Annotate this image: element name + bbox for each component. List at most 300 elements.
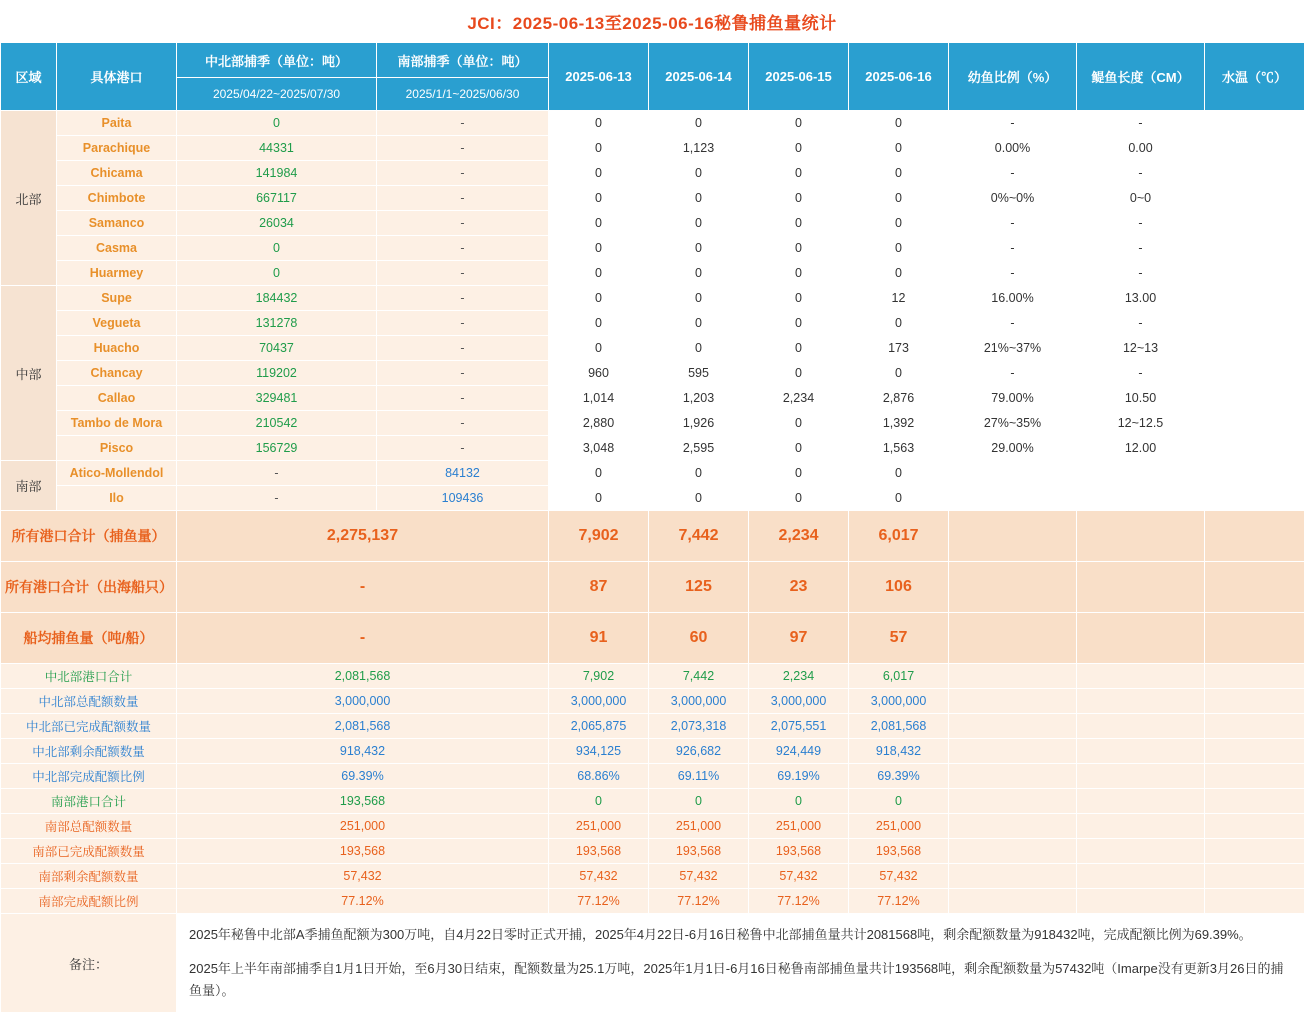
col-north-season: 中北部捕季（单位：吨） <box>177 43 377 78</box>
quota-daily-value: 7,902 <box>549 664 649 689</box>
table-row <box>1 361 1304 386</box>
fish-length-cell: - <box>1077 161 1205 186</box>
daily-catch-cell: 0 <box>649 461 749 486</box>
daily-catch-cell: 12 <box>849 286 949 311</box>
quota-row <box>1 864 1304 889</box>
quota-daily-value: 57,432 <box>649 864 749 889</box>
quota-daily-value: 193,568 <box>649 839 749 864</box>
table-row <box>1 286 1304 311</box>
col-south-season: 南部捕季（单位：吨） <box>377 43 549 78</box>
summary-season-total: 2,275,137 <box>177 511 549 562</box>
quota-daily-value: 3,000,000 <box>749 689 849 714</box>
summary-label: 船均捕鱼量（吨/船） <box>1 613 177 664</box>
north-season-cell: 26034 <box>177 211 377 236</box>
juvenile-ratio-cell: 27%~35% <box>949 411 1077 436</box>
summary-blank <box>1077 511 1205 562</box>
quota-daily-value: 251,000 <box>749 814 849 839</box>
quota-label: 南部已完成配额数量 <box>1 839 177 864</box>
table-row <box>1 261 1304 286</box>
fish-length-cell: - <box>1077 211 1205 236</box>
juvenile-ratio-cell <box>949 461 1077 486</box>
daily-catch-cell: 0 <box>649 486 749 511</box>
quota-daily-value: 2,234 <box>749 664 849 689</box>
south-season-cell: - <box>377 111 549 136</box>
quota-daily-value: 3,000,000 <box>849 689 949 714</box>
daily-catch-cell: 0 <box>849 211 949 236</box>
quota-daily-value: 69.39% <box>849 764 949 789</box>
quota-blank <box>1077 764 1205 789</box>
daily-catch-cell: 2,880 <box>549 411 649 436</box>
water-temp-cell <box>1205 436 1304 461</box>
daily-catch-cell: 0 <box>749 486 849 511</box>
col-port: 具体港口 <box>57 43 177 111</box>
daily-catch-cell: 2,876 <box>849 386 949 411</box>
daily-catch-cell: 0 <box>849 136 949 161</box>
quota-season-value: 251,000 <box>177 814 549 839</box>
daily-catch-cell: 0 <box>749 361 849 386</box>
quota-daily-value: 0 <box>849 789 949 814</box>
quota-blank <box>949 814 1077 839</box>
summary-row <box>1 511 1304 562</box>
quota-season-value: 193,568 <box>177 789 549 814</box>
summary-daily-value: 2,234 <box>749 511 849 562</box>
north-season-cell: 141984 <box>177 161 377 186</box>
daily-catch-cell: 2,595 <box>649 436 749 461</box>
south-season-cell: - <box>377 336 549 361</box>
summary-blank <box>949 511 1077 562</box>
daily-catch-cell: 0 <box>549 236 649 261</box>
quota-label: 南部完成配额比例 <box>1 889 177 914</box>
juvenile-ratio-cell: 79.00% <box>949 386 1077 411</box>
quota-daily-value: 251,000 <box>849 814 949 839</box>
port-name-cell: Samanco <box>57 211 177 236</box>
quota-label: 南部剩余配额数量 <box>1 864 177 889</box>
quota-daily-value: 0 <box>649 789 749 814</box>
water-temp-cell <box>1205 411 1304 436</box>
fish-length-cell: 10.50 <box>1077 386 1205 411</box>
quota-blank <box>1077 814 1205 839</box>
water-temp-cell <box>1205 161 1304 186</box>
south-season-cell: - <box>377 186 549 211</box>
water-temp-cell <box>1205 311 1304 336</box>
juvenile-ratio-cell: - <box>949 211 1077 236</box>
table-row <box>1 236 1304 261</box>
port-name-cell: Atico-Mollendol <box>57 461 177 486</box>
north-season-cell: 156729 <box>177 436 377 461</box>
quota-blank <box>1205 839 1304 864</box>
daily-catch-cell: 0 <box>849 161 949 186</box>
table-row <box>1 336 1304 361</box>
summary-blank <box>1077 562 1205 613</box>
quota-blank <box>949 789 1077 814</box>
quota-daily-value: 926,682 <box>649 739 749 764</box>
quota-label: 中北部已完成配额数量 <box>1 714 177 739</box>
daily-catch-cell: 0 <box>849 461 949 486</box>
port-name-cell: Parachique <box>57 136 177 161</box>
table-header-row <box>1 43 1304 78</box>
daily-catch-cell: 595 <box>649 361 749 386</box>
port-name-cell: Tambo de Mora <box>57 411 177 436</box>
juvenile-ratio-cell <box>949 486 1077 511</box>
daily-catch-cell: 1,014 <box>549 386 649 411</box>
fish-length-cell: - <box>1077 311 1205 336</box>
quota-blank <box>1205 814 1304 839</box>
south-season-cell: - <box>377 386 549 411</box>
table-row <box>1 161 1304 186</box>
daily-catch-cell: 0 <box>649 286 749 311</box>
daily-catch-cell: 0 <box>649 261 749 286</box>
water-temp-cell <box>1205 361 1304 386</box>
quota-label: 中北部港口合计 <box>1 664 177 689</box>
daily-catch-cell: 0 <box>549 186 649 211</box>
juvenile-ratio-cell: 0%~0% <box>949 186 1077 211</box>
daily-catch-cell: 0 <box>549 161 649 186</box>
col-date-2: 2025-06-14 <box>649 43 749 111</box>
south-season-cell: 109436 <box>377 486 549 511</box>
daily-catch-cell: 0 <box>649 336 749 361</box>
juvenile-ratio-cell: 21%~37% <box>949 336 1077 361</box>
north-season-cell: 0 <box>177 111 377 136</box>
daily-catch-cell: 173 <box>849 336 949 361</box>
daily-catch-cell: 0 <box>549 261 649 286</box>
fish-length-cell: 12~12.5 <box>1077 411 1205 436</box>
table-row <box>1 311 1304 336</box>
north-season-cell: - <box>177 486 377 511</box>
quota-blank <box>949 664 1077 689</box>
daily-catch-cell: 0 <box>749 411 849 436</box>
north-season-cell: 131278 <box>177 311 377 336</box>
north-season-cell: 44331 <box>177 136 377 161</box>
quota-daily-value: 193,568 <box>849 839 949 864</box>
juvenile-ratio-cell: - <box>949 236 1077 261</box>
port-name-cell: Callao <box>57 386 177 411</box>
daily-catch-cell: 0 <box>649 161 749 186</box>
note-row <box>1 914 1304 1013</box>
daily-catch-cell: 0 <box>749 286 849 311</box>
quota-daily-value: 6,017 <box>849 664 949 689</box>
port-name-cell: Casma <box>57 236 177 261</box>
quota-season-value: 2,081,568 <box>177 664 549 689</box>
daily-catch-cell: 0 <box>849 236 949 261</box>
daily-catch-cell: 3,048 <box>549 436 649 461</box>
col-date-3: 2025-06-15 <box>749 43 849 111</box>
note-body <box>177 914 1304 1013</box>
fish-length-cell <box>1077 461 1205 486</box>
quota-daily-value: 57,432 <box>749 864 849 889</box>
daily-catch-cell: 0 <box>549 336 649 361</box>
daily-catch-cell: 0 <box>549 461 649 486</box>
fish-length-cell: 13.00 <box>1077 286 1205 311</box>
summary-blank <box>1077 613 1205 664</box>
juvenile-ratio-cell: - <box>949 361 1077 386</box>
quota-blank <box>949 839 1077 864</box>
daily-catch-cell: 0 <box>849 311 949 336</box>
summary-daily-value: 60 <box>649 613 749 664</box>
quota-blank <box>1205 689 1304 714</box>
region-cell: 中部 <box>1 286 57 461</box>
region-cell: 南部 <box>1 461 57 511</box>
summary-row <box>1 613 1304 664</box>
daily-catch-cell: 0 <box>649 236 749 261</box>
summary-blank <box>1205 511 1304 562</box>
daily-catch-cell: 0 <box>749 186 849 211</box>
table-row <box>1 436 1304 461</box>
daily-catch-cell: 0 <box>749 161 849 186</box>
table-body <box>1 111 1304 1013</box>
quota-label: 南部港口合计 <box>1 789 177 814</box>
south-season-cell: - <box>377 211 549 236</box>
quota-blank <box>1205 714 1304 739</box>
daily-catch-cell: 0 <box>849 261 949 286</box>
summary-daily-value: 106 <box>849 562 949 613</box>
table-row <box>1 211 1304 236</box>
fish-length-cell: 0~0 <box>1077 186 1205 211</box>
port-name-cell: Chimbote <box>57 186 177 211</box>
quota-row <box>1 814 1304 839</box>
south-season-cell: - <box>377 361 549 386</box>
table-row <box>1 461 1304 486</box>
quota-blank <box>949 739 1077 764</box>
daily-catch-cell: 0 <box>749 436 849 461</box>
quota-row <box>1 889 1304 914</box>
south-season-cell: - <box>377 161 549 186</box>
south-season-cell: 84132 <box>377 461 549 486</box>
daily-catch-cell: 0 <box>549 311 649 336</box>
quota-daily-value: 68.86% <box>549 764 649 789</box>
table-row <box>1 136 1304 161</box>
water-temp-cell <box>1205 286 1304 311</box>
quota-season-value: 77.12% <box>177 889 549 914</box>
quota-blank <box>1205 764 1304 789</box>
note-paragraph: 2025年秘鲁中北部A季捕鱼配额为300万吨，自4月22日零时正式开捕，2025年4月22日-6月16日秘鲁中北部捕鱼量共计2081568吨，剩余配额数量为918432吨，完成配额比例为69.39%。 <box>189 924 1292 946</box>
col-south-season-range: 2025/1/1~2025/06/30 <box>377 78 549 111</box>
summary-blank <box>949 562 1077 613</box>
quota-blank <box>1077 689 1205 714</box>
daily-catch-cell: 1,392 <box>849 411 949 436</box>
south-season-cell: - <box>377 236 549 261</box>
summary-label: 所有港口合计（捕鱼量） <box>1 511 177 562</box>
daily-catch-cell: 2,234 <box>749 386 849 411</box>
daily-catch-cell: 0 <box>749 111 849 136</box>
quota-daily-value: 193,568 <box>549 839 649 864</box>
daily-catch-cell: 0 <box>749 236 849 261</box>
north-season-cell: 0 <box>177 261 377 286</box>
quota-daily-value: 77.12% <box>749 889 849 914</box>
table-row <box>1 411 1304 436</box>
summary-daily-value: 91 <box>549 613 649 664</box>
daily-catch-cell: 1,123 <box>649 136 749 161</box>
col-date-1: 2025-06-13 <box>549 43 649 111</box>
fish-length-cell: - <box>1077 111 1205 136</box>
quota-row <box>1 689 1304 714</box>
quota-blank <box>1205 664 1304 689</box>
daily-catch-cell: 0 <box>549 111 649 136</box>
daily-catch-cell: 0 <box>549 136 649 161</box>
quota-season-value: 2,081,568 <box>177 714 549 739</box>
note-paragraph: 2025年上半年南部捕季自1月1日开始，至6月30日结束，配额数量为25.1万吨，2025年1月1日-6月16日秘鲁南部捕鱼量共计193568吨，剩余配额数量为57432吨（Imarpe没有更新3月26日的捕鱼量）。 <box>189 958 1292 1002</box>
daily-catch-cell: 0 <box>749 461 849 486</box>
quota-daily-value: 3,000,000 <box>649 689 749 714</box>
quota-blank <box>1205 789 1304 814</box>
quota-daily-value: 57,432 <box>849 864 949 889</box>
water-temp-cell <box>1205 461 1304 486</box>
north-season-cell: 119202 <box>177 361 377 386</box>
table-row <box>1 186 1304 211</box>
daily-catch-cell: 1,563 <box>849 436 949 461</box>
daily-catch-cell: 0 <box>749 211 849 236</box>
quota-season-value: 193,568 <box>177 839 549 864</box>
water-temp-cell <box>1205 236 1304 261</box>
quota-blank <box>949 889 1077 914</box>
quota-daily-value: 69.11% <box>649 764 749 789</box>
fish-length-cell <box>1077 486 1205 511</box>
quota-label: 中北部剩余配额数量 <box>1 739 177 764</box>
quota-blank <box>1077 739 1205 764</box>
summary-daily-value: 7,902 <box>549 511 649 562</box>
daily-catch-cell: 0 <box>549 486 649 511</box>
quota-daily-value: 934,125 <box>549 739 649 764</box>
quota-row <box>1 714 1304 739</box>
daily-catch-cell: 0 <box>849 486 949 511</box>
juvenile-ratio-cell: - <box>949 261 1077 286</box>
summary-daily-value: 87 <box>549 562 649 613</box>
fish-length-cell: - <box>1077 236 1205 261</box>
quota-daily-value: 0 <box>549 789 649 814</box>
quota-daily-value: 2,081,568 <box>849 714 949 739</box>
daily-catch-cell: 0 <box>549 286 649 311</box>
summary-label: 所有港口合计（出海船只） <box>1 562 177 613</box>
quota-label: 中北部完成配额比例 <box>1 764 177 789</box>
quota-blank <box>1077 664 1205 689</box>
quota-blank <box>949 764 1077 789</box>
north-season-cell: 0 <box>177 236 377 261</box>
quota-blank <box>1077 714 1205 739</box>
table-row <box>1 486 1304 511</box>
north-season-cell: - <box>177 461 377 486</box>
daily-catch-cell: 0 <box>849 361 949 386</box>
fishing-statistics-table <box>0 42 1304 1013</box>
summary-season-total: - <box>177 613 549 664</box>
quota-season-value: 3,000,000 <box>177 689 549 714</box>
quota-season-value: 69.39% <box>177 764 549 789</box>
quota-daily-value: 251,000 <box>649 814 749 839</box>
port-name-cell: Chicama <box>57 161 177 186</box>
quota-daily-value: 0 <box>749 789 849 814</box>
daily-catch-cell: 0 <box>749 311 849 336</box>
south-season-cell: - <box>377 436 549 461</box>
summary-blank <box>949 613 1077 664</box>
daily-catch-cell: 0 <box>649 311 749 336</box>
port-name-cell: Huacho <box>57 336 177 361</box>
daily-catch-cell: 0 <box>649 186 749 211</box>
col-north-season-range: 2025/04/22~2025/07/30 <box>177 78 377 111</box>
water-temp-cell <box>1205 186 1304 211</box>
daily-catch-cell: 0 <box>749 336 849 361</box>
south-season-cell: - <box>377 311 549 336</box>
north-season-cell: 329481 <box>177 386 377 411</box>
quota-row <box>1 664 1304 689</box>
quota-daily-value: 2,073,318 <box>649 714 749 739</box>
quota-daily-value: 2,065,875 <box>549 714 649 739</box>
summary-row <box>1 562 1304 613</box>
quota-daily-value: 57,432 <box>549 864 649 889</box>
juvenile-ratio-cell: 0.00% <box>949 136 1077 161</box>
summary-daily-value: 125 <box>649 562 749 613</box>
north-season-cell: 184432 <box>177 286 377 311</box>
daily-catch-cell: 0 <box>749 261 849 286</box>
quota-label: 中北部总配额数量 <box>1 689 177 714</box>
quota-label: 南部总配额数量 <box>1 814 177 839</box>
port-name-cell: Ilo <box>57 486 177 511</box>
quota-row <box>1 839 1304 864</box>
summary-blank <box>1205 613 1304 664</box>
summary-daily-value: 97 <box>749 613 849 664</box>
quota-daily-value: 77.12% <box>849 889 949 914</box>
daily-catch-cell: 0 <box>749 136 849 161</box>
water-temp-cell <box>1205 111 1304 136</box>
page-title: JCI：2025-06-13至2025-06-16秘鲁捕鱼量统计 <box>0 0 1304 42</box>
quota-blank <box>1077 864 1205 889</box>
col-fish-length: 鳀鱼长度（CM） <box>1077 43 1205 111</box>
water-temp-cell <box>1205 336 1304 361</box>
quota-blank <box>949 714 1077 739</box>
juvenile-ratio-cell: - <box>949 311 1077 336</box>
water-temp-cell <box>1205 136 1304 161</box>
port-name-cell: Pisco <box>57 436 177 461</box>
port-name-cell: Paita <box>57 111 177 136</box>
col-region: 区域 <box>1 43 57 111</box>
south-season-cell: - <box>377 411 549 436</box>
quota-daily-value: 251,000 <box>549 814 649 839</box>
daily-catch-cell: 960 <box>549 361 649 386</box>
fish-length-cell: 0.00 <box>1077 136 1205 161</box>
fish-length-cell: - <box>1077 361 1205 386</box>
fish-length-cell: 12~13 <box>1077 336 1205 361</box>
region-cell: 北部 <box>1 111 57 286</box>
fish-length-cell: 12.00 <box>1077 436 1205 461</box>
note-label: 备注： <box>1 914 177 1013</box>
col-water-temp: 水温（℃） <box>1205 43 1304 111</box>
juvenile-ratio-cell: - <box>949 161 1077 186</box>
quota-blank <box>949 864 1077 889</box>
quota-daily-value: 193,568 <box>749 839 849 864</box>
north-season-cell: 210542 <box>177 411 377 436</box>
quota-daily-value: 924,449 <box>749 739 849 764</box>
table-row <box>1 111 1304 136</box>
quota-blank <box>1205 739 1304 764</box>
port-name-cell: Vegueta <box>57 311 177 336</box>
quota-daily-value: 77.12% <box>549 889 649 914</box>
juvenile-ratio-cell: 29.00% <box>949 436 1077 461</box>
col-date-4: 2025-06-16 <box>849 43 949 111</box>
daily-catch-cell: 0 <box>549 211 649 236</box>
table-row <box>1 386 1304 411</box>
summary-daily-value: 6,017 <box>849 511 949 562</box>
quota-blank <box>1205 864 1304 889</box>
col-juvenile-ratio: 幼鱼比例（%） <box>949 43 1077 111</box>
quota-blank <box>1077 889 1205 914</box>
port-name-cell: Chancay <box>57 361 177 386</box>
summary-season-total: - <box>177 562 549 613</box>
juvenile-ratio-cell: 16.00% <box>949 286 1077 311</box>
north-season-cell: 667117 <box>177 186 377 211</box>
summary-blank <box>1205 562 1304 613</box>
water-temp-cell <box>1205 386 1304 411</box>
water-temp-cell <box>1205 261 1304 286</box>
south-season-cell: - <box>377 286 549 311</box>
daily-catch-cell: 0 <box>849 111 949 136</box>
daily-catch-cell: 1,203 <box>649 386 749 411</box>
